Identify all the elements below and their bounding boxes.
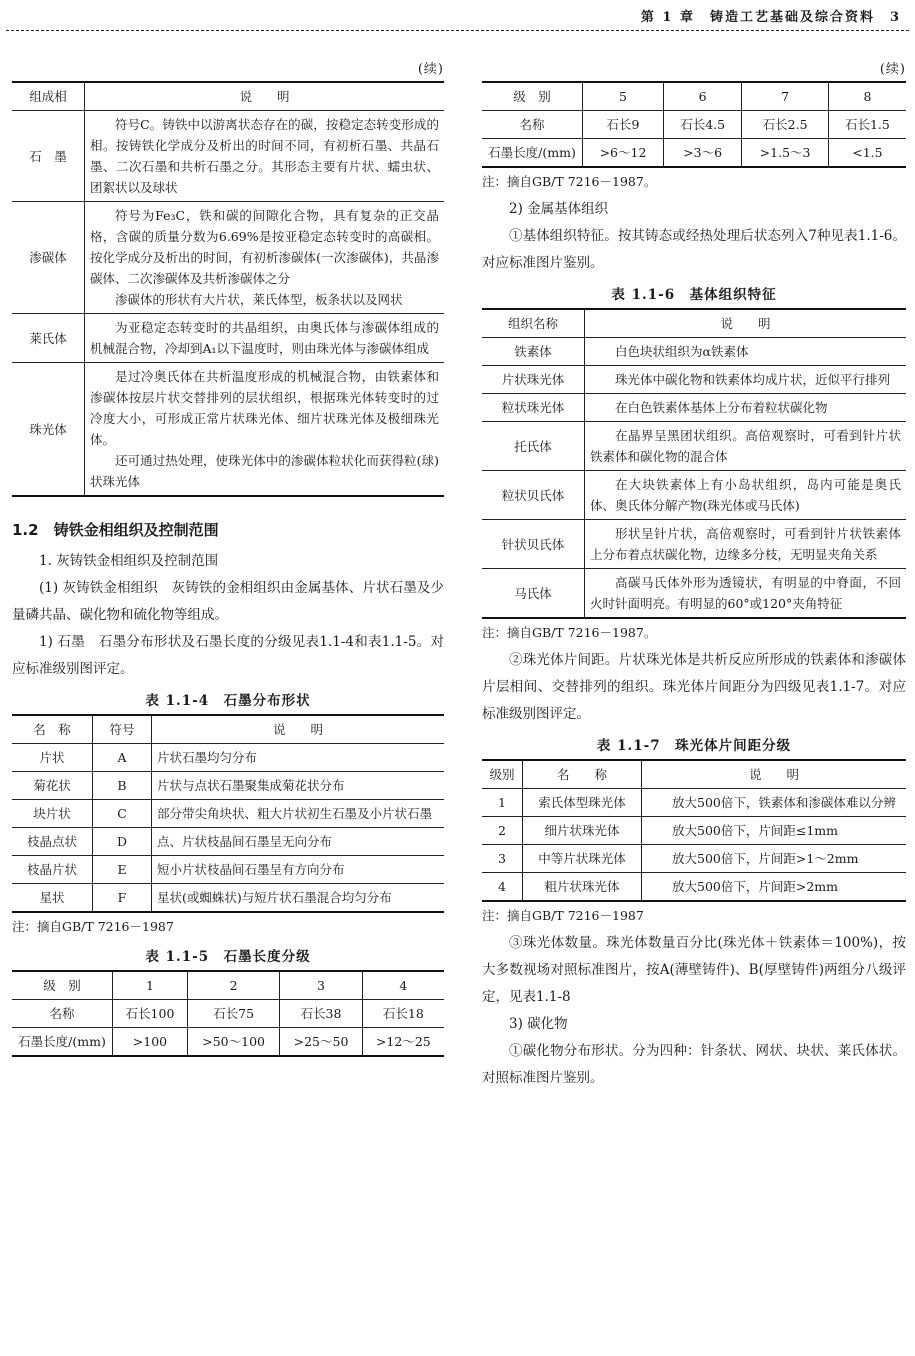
cell: 粒状珠光体 xyxy=(482,394,585,422)
phase-name: 莱氏体 xyxy=(12,314,85,363)
graphite-length-table-continued xyxy=(482,81,906,168)
table-row xyxy=(482,366,906,394)
cell: F xyxy=(93,884,152,913)
cell: 1 xyxy=(482,789,523,817)
subsection-heading: 2) 金属基体组织 xyxy=(509,201,609,217)
cell: 放大500倍下，片间距≤1mm xyxy=(642,817,907,845)
phase-desc xyxy=(85,314,445,363)
paragraph: ②珠光体片间距。片状珠光体是共析反应所形成的铁素体和渗碳体片层相间、交替排列的组织。珠光体片间距分为四级见表1.1-7。对应标准级别图评定。 xyxy=(482,652,906,722)
table-caption: 表 1.1-7 珠光体片间距分级 xyxy=(596,738,792,754)
col-header: 名 称 xyxy=(523,760,642,789)
table-row xyxy=(12,202,444,314)
cell: 石墨长度/(mm) xyxy=(12,1028,113,1057)
cell: 珠光体中碳化物和铁素体均成片状，近似平行排列 xyxy=(585,366,907,394)
cell: 5 xyxy=(583,82,664,111)
cell: 石长1.5 xyxy=(828,111,906,139)
cell: E xyxy=(93,856,152,884)
section-title: 1.2 铸铁金相组织及控制范围 xyxy=(12,521,219,539)
cell: 2 xyxy=(187,971,279,1000)
cell: 铁素体 xyxy=(482,338,585,366)
table-row xyxy=(482,139,906,168)
table-row xyxy=(482,817,906,845)
continued-label: (续) xyxy=(417,62,444,77)
table-row xyxy=(482,789,906,817)
cell: <1.5 xyxy=(828,139,906,168)
table-row xyxy=(12,363,444,497)
cell: 细片状珠光体 xyxy=(523,817,642,845)
cell: 马氏体 xyxy=(482,569,585,619)
subsection-heading: 1. 灰铸铁金相组织及控制范围 xyxy=(39,553,219,569)
desc-text: 还可通过热处理，使珠光体中的渗碳体粒状化而获得粒(球)状珠光体 xyxy=(90,453,439,489)
cell: >25～50 xyxy=(280,1028,362,1057)
cell: 短小片状枝晶间石墨呈有方向分布 xyxy=(152,856,445,884)
cell: 2 xyxy=(482,817,523,845)
cell: 3 xyxy=(482,845,523,873)
cell: 放大500倍下，铁素体和渗碳体难以分辨 xyxy=(642,789,907,817)
cell: 形状呈针片状，高倍观察时，可看到针片状铁素体上分布着点状碳化物，边缘多分枝，无明显夹角关系 xyxy=(585,520,907,569)
phase-desc xyxy=(85,363,445,497)
col-header-phase: 组成相 xyxy=(12,82,85,111)
table-note: 注：摘自GB/T 7216－1987 xyxy=(12,919,174,934)
cell: A xyxy=(93,744,152,772)
cell: 粗片状珠光体 xyxy=(523,873,642,902)
cell: 在晶界呈黑团状组织。高倍观察时，可看到针片状铁素体和碳化物的混合体 xyxy=(585,422,907,471)
table-row xyxy=(482,82,906,111)
cell: 石墨长度/(mm) xyxy=(482,139,583,168)
cell: 名称 xyxy=(12,1000,113,1028)
cell: C xyxy=(93,800,152,828)
cell: >12～25 xyxy=(362,1028,444,1057)
col-header: 说 明 xyxy=(152,715,445,744)
cell: 高碳马氏体外形为透镜状，有明显的中脊面，不回火时针面明亮。有明显的60°或120°夹角特征 xyxy=(585,569,907,619)
paragraph: ①基体组织特征。按其铸态或经热处理后状态列入7种见表1.1-6。对应标准图片鉴别。 xyxy=(482,228,906,271)
subsection-heading: 3) 碳化物 xyxy=(509,1016,568,1032)
cell: 石长38 xyxy=(280,1000,362,1028)
cell: >6～12 xyxy=(583,139,664,168)
table-note: 注：摘自GB/T 7216－1987。 xyxy=(482,174,657,189)
continued-label: (续) xyxy=(879,62,906,77)
matrix-structure-table xyxy=(482,308,906,619)
cell: 4 xyxy=(362,971,444,1000)
left-column xyxy=(12,58,444,1057)
cell: 在白色铁素体基体上分布着粒状碳化物 xyxy=(585,394,907,422)
table-note: 注：摘自GB/T 7216－1987。 xyxy=(482,625,657,640)
table-row xyxy=(12,1028,444,1057)
cell: 石长18 xyxy=(362,1000,444,1028)
desc-text: 渗碳体的形状有大片状，莱氏体型，板条状以及网状 xyxy=(115,292,403,307)
col-header: 名 称 xyxy=(12,715,93,744)
paragraph: ③珠光体数量。珠光体数量百分比(珠光体＋铁素体＝100%)，按大多数视场对照标准图片，按A(薄壁铸件)、B(厚壁铸件)两组分八级评定，见表1.1-8 xyxy=(482,935,906,1005)
cell: >1.5～3 xyxy=(742,139,829,168)
table-row xyxy=(12,971,444,1000)
cell: 粒状贝氏体 xyxy=(482,471,585,520)
table-row xyxy=(12,744,444,772)
header-rule xyxy=(6,30,909,31)
cell: 石长9 xyxy=(583,111,664,139)
cell: 托氏体 xyxy=(482,422,585,471)
running-header: 第 1 章 铸造工艺基础及综合资料 3 xyxy=(640,10,901,25)
table-row xyxy=(12,828,444,856)
table-caption: 表 1.1-4 石墨分布形状 xyxy=(145,693,311,709)
col-header-desc: 说 明 xyxy=(85,82,445,111)
col-header: 说 明 xyxy=(642,760,907,789)
cell: 石长100 xyxy=(113,1000,188,1028)
cell: 级 别 xyxy=(12,971,113,1000)
table-row xyxy=(482,845,906,873)
cell: 部分带尖角块状、粗大片状初生石墨及小片状石墨 xyxy=(152,800,445,828)
cell: >3～6 xyxy=(664,139,742,168)
cell: 片状珠光体 xyxy=(482,366,585,394)
table-row xyxy=(482,111,906,139)
table-caption: 表 1.1-6 基体组织特征 xyxy=(611,287,777,303)
col-header: 级别 xyxy=(482,760,523,789)
cell: 针状贝氏体 xyxy=(482,520,585,569)
paragraph: 1) 石墨 石墨分布形状及石墨长度的分级见表1.1-4和表1.1-5。对应标准级别图评定。 xyxy=(12,634,444,677)
cell: 在大块铁素体上有小岛状组织，岛内可能是奥氏体、奥氏体分解产物(珠光体或马氏体) xyxy=(585,471,907,520)
phase-table xyxy=(12,81,444,497)
phase-name: 石 墨 xyxy=(12,111,85,202)
table-row xyxy=(482,520,906,569)
col-header: 组织名称 xyxy=(482,309,585,338)
table-row xyxy=(12,314,444,363)
cell: 8 xyxy=(828,82,906,111)
cell: >100 xyxy=(113,1028,188,1057)
cell: 7 xyxy=(742,82,829,111)
paragraph: (1) 灰铸铁金相组织 灰铸铁的金相组织由金属基体、片状石墨及少量磷共晶、碳化物和硫化物等组成。 xyxy=(12,580,444,623)
cell: 片状与点状石墨聚集成菊花状分布 xyxy=(152,772,445,800)
cell: 石长4.5 xyxy=(664,111,742,139)
cell: 片状石墨均匀分布 xyxy=(152,744,445,772)
table-row xyxy=(12,884,444,913)
desc-text: 是过冷奥氏体在共析温度形成的机械混合物，由铁素体和渗碳体按层片状交替排列的层状组织，根据珠光体转变时的过冷度大小，可形成正常片状珠光体、细片状珠光体及极细珠光体。 xyxy=(90,369,439,447)
cell: 星状(或蜘蛛状)与短片状石墨混合均匀分布 xyxy=(152,884,445,913)
cell: 放大500倍下，片间距>1～2mm xyxy=(642,845,907,873)
cell: 白色块状组织为α铁素体 xyxy=(585,338,907,366)
table-row xyxy=(12,111,444,202)
cell: 块片状 xyxy=(12,800,93,828)
cell: 1 xyxy=(113,971,188,1000)
table-row xyxy=(482,394,906,422)
desc-text: 符号为Fe₃C，铁和碳的间隙化合物，具有复杂的正交晶格，含碳的质量分数为6.69%是按亚稳定态转变时的高碳相。按化学成分及析出的时间，有初析渗碳体(一次渗碳体)，共晶渗碳体、二次渗碳体及共析渗碳体之分 xyxy=(90,208,439,286)
cell: 级 别 xyxy=(482,82,583,111)
table-row xyxy=(482,569,906,619)
cell: 4 xyxy=(482,873,523,902)
cell: 片状 xyxy=(12,744,93,772)
cell: >50～100 xyxy=(187,1028,279,1057)
right-column xyxy=(482,58,906,1092)
cell: 菊花状 xyxy=(12,772,93,800)
cell: 名称 xyxy=(482,111,583,139)
cell: 石长75 xyxy=(187,1000,279,1028)
cell: 中等片状珠光体 xyxy=(523,845,642,873)
graphite-distribution-table xyxy=(12,714,444,913)
cell: 索氏体型珠光体 xyxy=(523,789,642,817)
table-row xyxy=(12,772,444,800)
phase-desc xyxy=(85,202,445,314)
cell: B xyxy=(93,772,152,800)
cell: 6 xyxy=(664,82,742,111)
graphite-length-table xyxy=(12,970,444,1057)
cell: 放大500倍下，片间距>2mm xyxy=(642,873,907,902)
cell: 枝晶点状 xyxy=(12,828,93,856)
table-note: 注：摘自GB/T 7216－1987 xyxy=(482,908,644,923)
phase-name: 渗碳体 xyxy=(12,202,85,314)
cell: 枝晶片状 xyxy=(12,856,93,884)
table-caption: 表 1.1-5 石墨长度分级 xyxy=(145,949,311,965)
table-row xyxy=(482,338,906,366)
table-row xyxy=(482,471,906,520)
paragraph: ①碳化物分布形状。分为四种：针条状、网状、块状、莱氏体状。对照标准图片鉴别。 xyxy=(482,1043,906,1086)
table-row xyxy=(482,873,906,902)
col-header: 说 明 xyxy=(585,309,907,338)
cell: D xyxy=(93,828,152,856)
cell: 3 xyxy=(280,971,362,1000)
cell: 点、片状枝晶间石墨呈无向分布 xyxy=(152,828,445,856)
table-row xyxy=(12,856,444,884)
desc-text: 为亚稳定态转变时的共晶组织，由奥氏体与渗碳体组成的机械混合物，冷却到A₁以下温度时，则由珠光体与渗碳体组成 xyxy=(90,320,439,356)
col-header: 符号 xyxy=(93,715,152,744)
phase-desc xyxy=(85,111,445,202)
table-row xyxy=(12,800,444,828)
phase-name: 珠光体 xyxy=(12,363,85,497)
table-row xyxy=(12,1000,444,1028)
cell: 石长2.5 xyxy=(742,111,829,139)
table-row xyxy=(482,422,906,471)
cell: 星状 xyxy=(12,884,93,913)
desc-text: 符号C。铸铁中以游离状态存在的碳，按稳定态转变形成的相。按铸铁化学成分及析出的时间不同，有初析石墨、共晶石墨、二次石墨和共析石墨之分。其形态主要有片状、蠕虫状、团絮状以及球状 xyxy=(90,117,439,195)
pearlite-spacing-table xyxy=(482,759,906,902)
